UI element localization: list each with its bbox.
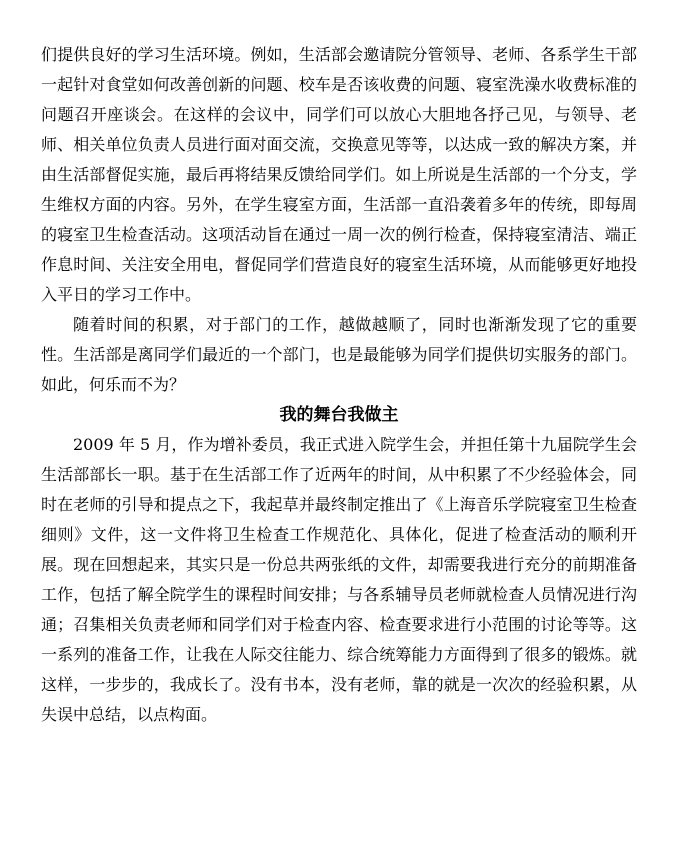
section-heading: 我的舞台我做主 [279, 405, 399, 425]
paragraph-continuation: 们提供良好的学习生活环境。例如，生活部会邀请院分管领导、老师、各系学生干部一起针对食堂如何改善创新的问题、校车是否该收费的问题、寝室洗澡水收费标准的问题召开座谈会。在这样的会议中，同学们可以放心大胆地各抒己见，与领导、老师、相关单位负责人员进行面对面交流，交换意见等等，以达成一致的解决方案，并由生活部督促实施，最后再将结果反馈给同学们。如上所说是生活部的一个分支，学生维权方面的内容。另外，在学生寝室方面，生活部一直沿袭着多年的传统，即每周的寝室卫生检查活动。这项活动旨在通过一周一次的例行检查，保持寝室清洁、端正作息时间、关注安全用电，督促同学们营造良好的寝室生活环境，从而能够更好地投入平日的学习工作中。 [41, 45, 637, 304]
paragraph-summary: 随着时间的积累，对于部门的工作，越做越顺了，同时也渐渐发现了它的重要性。生活部是离同学们最近的一个部门，也是最能够为同学们提供切实服务的部门。如此，何乐而不为？ [41, 315, 637, 394]
paragraph-my-stage: 2009 年 5 月，作为增补委员，我正式进入院学生会，并担任第十九届院学生会生活部部长一职。基于在生活部工作了近两年的时间，从中积累了不少经验体会，同时在老师的引导和提点之下，我起草并最终制定推出了《上海音乐学院寝室卫生检查细则》文件，这一文件将卫生检查工作规范化、具体化，促进了检查活动的顺利开展。现在回想起来，其实只是一份总共两张纸的文件，却需要我进行充分的前期准备工作，包括了解全院学生的课程时间安排；与各系辅导员老师就检查人员情况进行沟通；召集相关负责老师和同学们对于检查内容、检查要求进行小范围的讨论等等。这一系列的准备工作，让我在人际交往能力、综合统筹能力方面得到了很多的锻炼。就这样，一步步的，我成长了。没有书本，没有老师，靠的就是一次次的经验积累，从失误中总结，以点构面。 [41, 435, 637, 724]
